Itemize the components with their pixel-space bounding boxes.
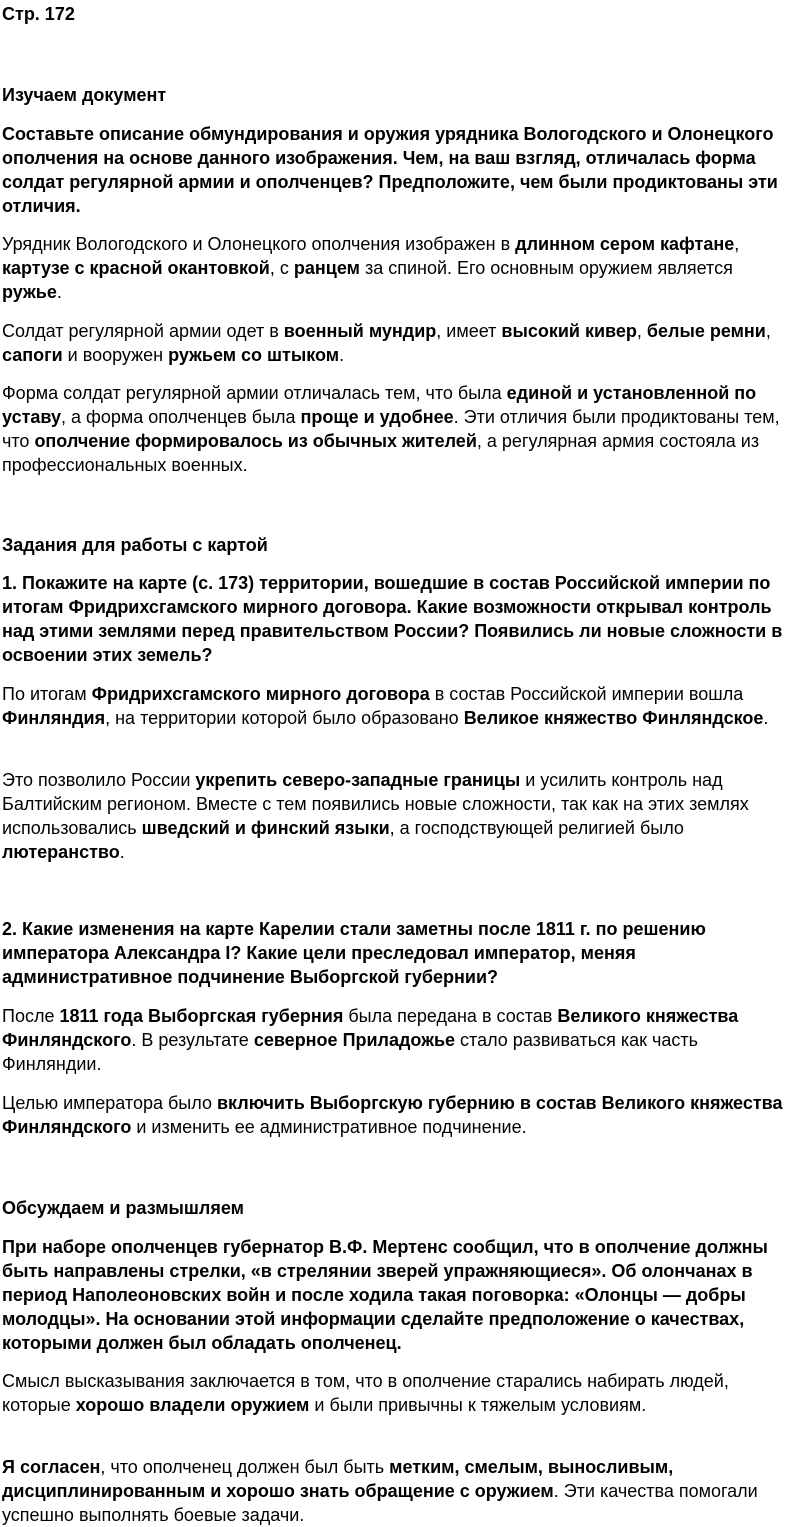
bold-term: белые ремни xyxy=(646,321,766,341)
answer-paragraph xyxy=(2,232,794,304)
text-run: Смысл высказывания заключается в том, что в ополчение старались набирать людей, которые xyxy=(2,1371,729,1415)
question-document: Составьте описание обмундирования и оружия урядника Вологодского и Олонецкого ополчения на основе данного изображения. Чем, на ваш взгляд, отличалась форма солдат регулярной армии и ополченцев? Предположите, чем были продиктованы эти отличия. xyxy=(2,124,778,216)
text-run: , на территории которой было образовано xyxy=(105,708,464,728)
text-run: , xyxy=(765,321,771,341)
text-run: После xyxy=(2,1006,60,1026)
bold-term: высокий кивер xyxy=(501,321,637,341)
answer-paragraph xyxy=(2,1091,794,1139)
question-map-task-2: 2. Какие изменения на карте Карелии стали заметны после 1811 г. по решению императора Александра I? Какие цели преследовал император, меняя административное подчинение Выборгской губернии? xyxy=(2,919,706,987)
answer-paragraph xyxy=(2,682,794,730)
bold-term: единой и установленной по уставу xyxy=(2,383,757,427)
text-run: Форма солдат регулярной армии отличалась тем, что была xyxy=(2,383,507,403)
bold-term: 1811 года Выборгская губерния xyxy=(59,1006,344,1026)
text-run: и были привычны к тяжелым условиям. xyxy=(309,1395,647,1415)
text-run: , а господствующей религией было xyxy=(389,818,684,838)
text-run: Это позволило России xyxy=(2,770,196,790)
bold-term: северное Приладожье xyxy=(253,1030,456,1050)
answer-paragraph xyxy=(2,768,794,864)
text-run: . xyxy=(339,345,345,365)
text-run: в состав Российской империи вошла xyxy=(429,684,744,704)
bold-term: сапоги xyxy=(2,345,63,365)
text-run: , что ополченец должен был быть xyxy=(100,1457,390,1477)
bold-term: лютеранство xyxy=(2,842,120,862)
text-run: , xyxy=(734,234,740,254)
answer-paragraph xyxy=(2,1455,794,1527)
text-run: , а регулярная армия состояла из профессиональных военных. xyxy=(2,431,760,475)
text-run: , xyxy=(636,321,647,341)
bold-term: ружьем со штыком xyxy=(168,345,340,365)
answer-paragraph xyxy=(2,319,794,367)
text-run: . Эти качества помогали успешно выполнять боевые задачи. xyxy=(2,1481,758,1525)
text-run: . xyxy=(56,282,62,302)
bold-term: ополчение формировалось из обычных жителей xyxy=(34,431,477,451)
bold-term: шведский и финский языки xyxy=(141,818,390,838)
bold-term: Я согласен xyxy=(2,1457,101,1477)
section-title-discuss: Обсуждаем и размышляем xyxy=(2,1198,244,1218)
bold-term: Великое княжество Финляндское xyxy=(463,708,764,728)
text-run: . xyxy=(119,842,125,862)
answer-paragraph xyxy=(2,381,794,477)
text-run: Солдат регулярной армии одет в xyxy=(2,321,284,341)
question-discuss: При наборе ополченцев губернатор В.Ф. Мертенс сообщил, что в ополчение должны быть направлены стрелки, «в стрелянии зверей упражняющиеся». Об олончанах в период Наполеоновских войн и после ходила такая поговорка: «Олонцы — добры молодцы». На основании этой информации сделайте предположение о качествах, которыми должен был обладать ополченец. xyxy=(2,1237,768,1353)
bold-term: длинном сером кафтане xyxy=(515,234,735,254)
text-run: Целью императора было xyxy=(2,1093,217,1113)
text-run: Урядник Вологодского и Олонецкого ополчения изображен в xyxy=(2,234,516,254)
text-run: стало развиваться как часть Финляндии. xyxy=(2,1030,699,1074)
text-run: , имеет xyxy=(436,321,502,341)
text-run: . Эти отличия были продиктованы тем, что xyxy=(2,407,780,451)
bold-term: проще и удобнее xyxy=(300,407,454,427)
text-run: и усилить контроль над Балтийским регионом. Вместе с тем появились новые сложности, так как на этих землях использовались xyxy=(2,770,749,838)
bold-term: ружье xyxy=(2,282,57,302)
text-run: была передана в состав xyxy=(343,1006,558,1026)
bold-term: хорошо владели оружием xyxy=(75,1395,310,1415)
bold-term: военный мундир xyxy=(283,321,437,341)
bold-term: ранцем xyxy=(293,258,360,278)
bold-term: включить Выборгскую губернию в состав Великого княжества Финляндского xyxy=(2,1093,783,1137)
text-run: за спиной. Его основным оружием является xyxy=(359,258,733,278)
section-title-document: Изучаем документ xyxy=(2,85,167,105)
text-run: , с xyxy=(269,258,294,278)
bold-term: картузе с красной окантовкой xyxy=(2,258,270,278)
text-run: . В результате xyxy=(131,1030,254,1050)
answer-paragraph xyxy=(2,1004,794,1076)
text-run: . xyxy=(763,708,769,728)
section-title-map-tasks: Задания для работы с картой xyxy=(2,535,268,555)
bold-term: метким, смелым, выносливым, дисциплинированным и хорошо знать обращение с оружием xyxy=(2,1457,674,1501)
bold-term: Финляндия xyxy=(2,708,106,728)
text-run: и вооружен xyxy=(62,345,169,365)
question-map-task-1: 1. Покажите на карте (с. 173) территории, вошедшие в состав Российской империи по итогам Фридрихсгамского мирного договора. Какие возможности открывал контроль над этими землями перед правительством России? Появились ли новые сложности в освоении этих земель? xyxy=(2,573,783,665)
page-number: Стр. 172 xyxy=(2,4,75,24)
bold-term: Великого княжества Финляндского xyxy=(2,1006,739,1050)
text-run: По итогам xyxy=(2,684,92,704)
text-run: и изменить ее административное подчинение. xyxy=(131,1117,527,1137)
answer-paragraph xyxy=(2,1369,794,1417)
bold-term: Фридрихсгамского мирного договора xyxy=(91,684,430,704)
text-run: , а форма ополченцев была xyxy=(61,407,301,427)
bold-term: укрепить северо-западные границы xyxy=(195,770,521,790)
